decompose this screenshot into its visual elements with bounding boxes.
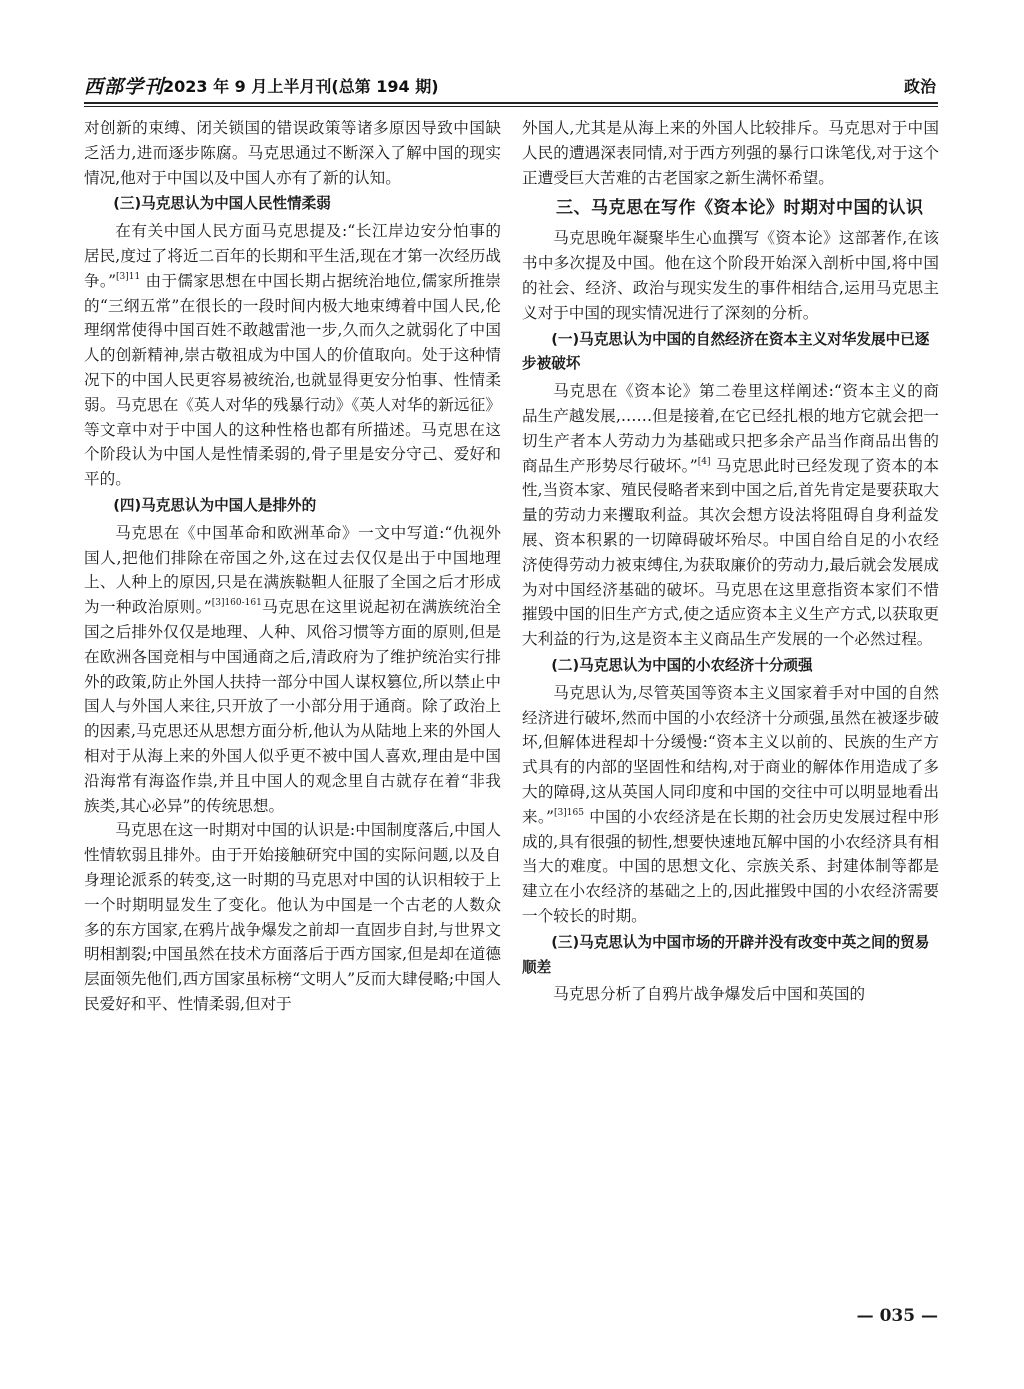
paragraph: 马克思分析了自鸦片战争爆发后中国和英国的 [553, 985, 866, 1004]
paragraph [522, 681, 939, 929]
subsection-heading: (一)马克思认为中国的自然经济在资本主义对华发展中已逐步被破坏 [522, 330, 930, 373]
right-column [522, 116, 939, 1007]
subsection-heading: (二)马克思认为中国的小农经济十分顽强 [551, 656, 813, 674]
paragraph-text: 由于儒家思想在中国长期占据统治地位,儒家所推崇的“三纲五常”在很长的一段时间内极大地束缚着中国人民,伦理纲常使得中国百姓不敢越雷池一步,久而久之就弱化了中国人的创新精神,崇古敬祖成为中国人的价值取向。处于这种情况下的中国人民更容易被统治,也就显得更安分怕事、性情柔弱。马克思在《英人对华的残暴行动》《英人对华的新远征》等文章中对于中国人的这种性格也都有所描述。马克思在这个阶段认为中国人是性情柔弱的,骨子里是安分守己、爱好和平的。 [84, 271, 501, 489]
citation: [3]165 [554, 807, 584, 818]
paragraph-text: 马克思认为,尽管英国等资本主义国家着手对中国的自然经济进行破坏,然而中国的小农经济十分顽强,虽然在被逐步破坏,但解体进程却十分缓慢:“资本主义以前的、民族的生产方式具有的内部的坚固性和结构,对于商业的解体作用造成了多大的障碍,这从英国人同印度和中国的交往中可以明显地看出来。” [522, 683, 939, 826]
paragraph: 外国人,尤其是从海上来的外国人比较排斥。马克思对于中国人民的遭遇深表同情,对于西方列强的暴行口诛笔伐,对于这个正遭受巨大苦难的古老国家之新生满怀希望。 [522, 119, 939, 187]
paragraph-text: 马克思在《资本论》第二卷里这样阐述:“资本主义的商品生产越发展,……但是接着,在它已经扎根的地方它就会把一切生产者本人劳动力为基础或只把多余产品当作商品出售的商品生产形势尽行破坏。” [522, 382, 939, 475]
paragraph [522, 379, 939, 652]
header-rule-thin [84, 106, 938, 107]
paragraph-text: 马克思在《中国革命和欧洲革命》一文中写道:“仇视外国人,把他们排除在帝国之外,这在过去仅仅是出于中国地理上、人种上的原因,只是在满族鞑靼人征服了全国之后才形成为一种政治原则。” [84, 523, 501, 617]
issue-info: 2023 年 9 月上半月刊(总第 194 期) [163, 77, 439, 96]
journal-logo: 西部学刊 [84, 76, 165, 98]
paragraph: 马克思在这一时期对中国的认识是:中国制度落后,中国人性情软弱且排外。由于开始接触研究中国的实际问题,以及自身理论派系的转变,这一时期的马克思对中国的认识相较于上一个时期明显发生了变化。他认为中国是一个古老的人数众多的东方国家,在鸦片战争爆发之前却一直固步自封,与世界文明相割裂;中国虽然在技术方面落后于西方国家,但是却在道德层面领先他们,西方国家虽标榜“文明人”反而大肆侵略;中国人民爱好和平、性情柔弱,但对于 [84, 821, 501, 1013]
running-header [84, 70, 938, 102]
citation: [3]11 [116, 271, 141, 282]
paragraph-text: 在有关中国人民方面马克思提及:“长江岸边安分怕事的居民,度过了将近二百年的长期和平生活,现在才第一次经历战争。” [84, 222, 501, 290]
paragraph: 对创新的束缚、闭关锁国的错误政策等诸多原因导致中国缺乏活力,进而逐步陈腐。马克思通过不断深入了解中国的现实情况,他对于中国以及中国人亦有了新的认知。 [84, 119, 501, 187]
paragraph-text: 马克思此时已经发现了资本的本性,当资本家、殖民侵略者来到中国之后,首先肯定是要获取大量的劳动力来攫取利益。其次会想方设法将阻碍自身利益发展、资本积累的一切障碍破坏殆尽。中国自给自足的小农经济使得劳动力被束缚住,为获取廉价的劳动力,最后就会发展成为对中国经济基础的破坏。马克思在这里意指资本家们不惜摧毁中国的旧生产方式,使之适应资本主义生产方式,以获取更大利益的行为,这是资本主义商品生产发展的一个必然过程。 [522, 456, 939, 649]
section-label: 政治 [903, 77, 936, 96]
citation: [3]160-161 [211, 598, 262, 609]
paragraph: 马克思晚年凝聚毕生心血撰写《资本论》这部著作,在该书中多次提及中国。他在这个阶段开始深入剖析中国,将中国的社会、经济、政治与现实发生的事件相结合,运用马克思主义对于中国的现实情况进行了深刻的分析。 [522, 229, 939, 322]
subsection-heading: (三)马克思认为中国人民性情柔弱 [113, 195, 331, 213]
page-number: — 035 — [856, 1306, 938, 1326]
paragraph-text: 中国的小农经济是在长期的社会历史发展过程中形成的,具有很强的韧性,想要快速地瓦解中国的小农经济具有相当大的难度。中国的思想文化、宗族关系、封建体制等都是建立在小农经济的基础之上的,因此摧毁中国的小农经济需要一个较长的时期。 [522, 807, 939, 925]
left-column [84, 116, 501, 1017]
header-rule-thick [84, 102, 938, 104]
section-heading: 三、马克思在写作《资本论》时期对中国的认识 [556, 198, 924, 219]
subsection-heading: (四)马克思认为中国人是排外的 [113, 496, 317, 514]
paragraph-text: 马克思在这里说起初在满族统治全国之后排外仅仅是地理、人种、风俗习惯等方面的原则,但是在欧洲各国竞相与中国通商之后,清政府为了维护统治实行排外的政策,防止外国人扶持一部分中国人谋权篡位,所以禁止中国人与外国人来往,只开放了一小部分用于通商。除了政治上的因素,马克思还从思想方面分析,他认为从陆地上来的外国人相对于从海上来的外国人似乎更不被中国人喜欢,理由是中国沿海常有海盗作祟,并且中国人的观念里自古就存在着“非我族类,其心必异”的传统思想。 [84, 598, 501, 815]
paragraph [84, 521, 501, 819]
subsection-heading: (三)马克思认为中国市场的开辟并没有改变中英之间的贸易顺差 [522, 933, 930, 976]
paragraph [84, 219, 501, 492]
citation: [4] [697, 456, 711, 467]
